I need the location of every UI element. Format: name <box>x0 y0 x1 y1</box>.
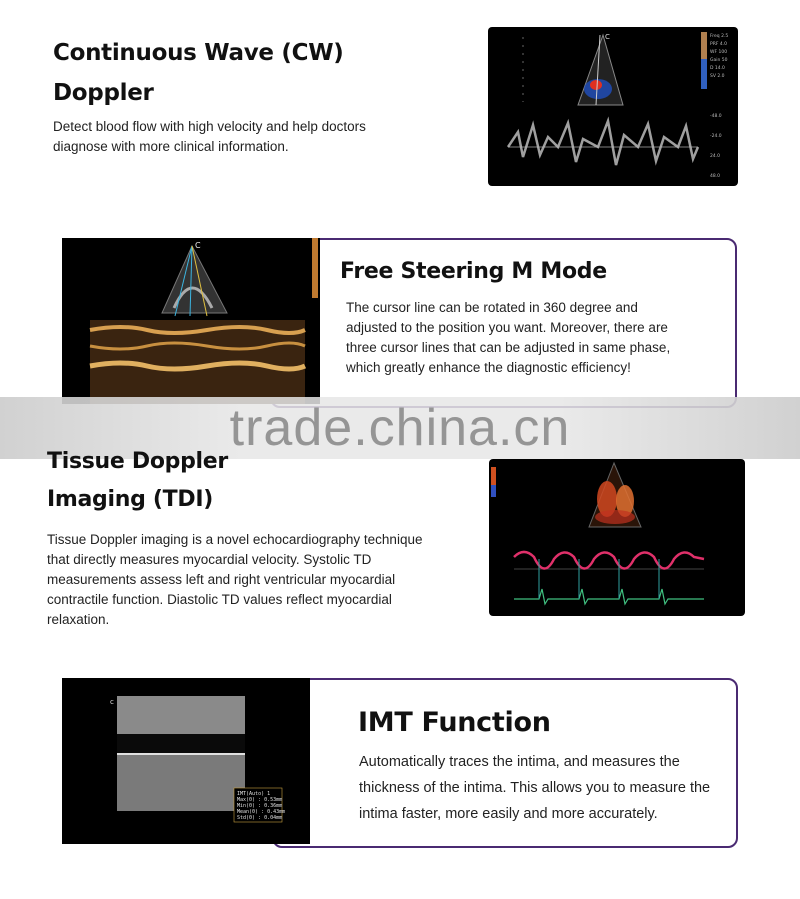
cw-description: Detect blood flow with high velocity and help doctors diagnose with more clinical information. <box>53 119 366 154</box>
cw-doppler-image <box>488 27 738 186</box>
tdi-image <box>489 459 745 616</box>
svg-text:-48.0: -48.0 <box>710 114 722 119</box>
mmode-description: The cursor line can be rotated in 360 degree and adjusted to the position you want. Moreover, there are three cursor lines that can be adjusted in same phase, which greatly enhance the diagnostic efficiency! <box>346 300 671 375</box>
cw-title <box>53 33 344 113</box>
imt-readout-title: IMT(Auto) 1 <box>237 791 271 797</box>
svg-text:Gain 50: Gain 50 <box>710 58 728 63</box>
imt-title: IMT Function <box>358 707 551 738</box>
imt-readout-mean: Mean(0) : 0.43mm <box>237 809 286 815</box>
cw-title-line1: Continuous Wave (CW) <box>53 40 344 66</box>
watermark-text: trade.china.cn <box>229 399 571 457</box>
imt-readout-min: Min(0) : 0.36mm <box>237 803 283 809</box>
imt-ultrasound-graphic <box>62 678 310 844</box>
imt-image-marker: c <box>110 698 114 706</box>
svg-text:-24.0: -24.0 <box>710 134 722 139</box>
imt-image <box>62 678 310 844</box>
imt-readout-std: Std(0) : 0.04mm <box>237 815 283 821</box>
svg-text:PRF 4.0: PRF 4.0 <box>710 42 728 47</box>
imt-description: Automatically traces the intima, and measures the thickness of the intima. This allows you to measure the intima faster, more easily and more accurately. <box>359 754 711 822</box>
tdi-ultrasound-graphic <box>489 459 745 616</box>
mmode-title: Free Steering M Mode <box>340 259 607 284</box>
cw-image-marker: C <box>605 33 610 41</box>
cw-ultrasound-graphic <box>488 27 738 186</box>
cw-title-line2: Doppler <box>53 80 154 106</box>
mmode-image <box>62 238 320 404</box>
mmode-image-marker: C <box>195 241 201 250</box>
svg-text:24.0: 24.0 <box>710 154 721 159</box>
tdi-title <box>47 443 228 519</box>
imt-readout-max: Max(0) : 0.53mm <box>237 797 283 803</box>
svg-text:SV 2.0: SV 2.0 <box>710 74 725 79</box>
svg-text:Freq 2.5: Freq 2.5 <box>710 34 729 39</box>
tdi-title-line1: Tissue Doppler <box>47 449 228 474</box>
svg-text:D 14.0: D 14.0 <box>710 66 725 71</box>
tdi-description: Tissue Doppler imaging is a novel echocardiography technique that directly measures myocardial velocity. Systolic TD measurements assess left and right ventricular myocardial contractile function. Diastolic TD values reflect myocardial relaxation. <box>47 532 423 627</box>
svg-text:48.0: 48.0 <box>710 174 721 179</box>
mmode-ultrasound-graphic <box>62 238 320 404</box>
svg-text:WF 100: WF 100 <box>710 50 728 55</box>
tdi-title-line2: Imaging (TDI) <box>47 487 213 512</box>
